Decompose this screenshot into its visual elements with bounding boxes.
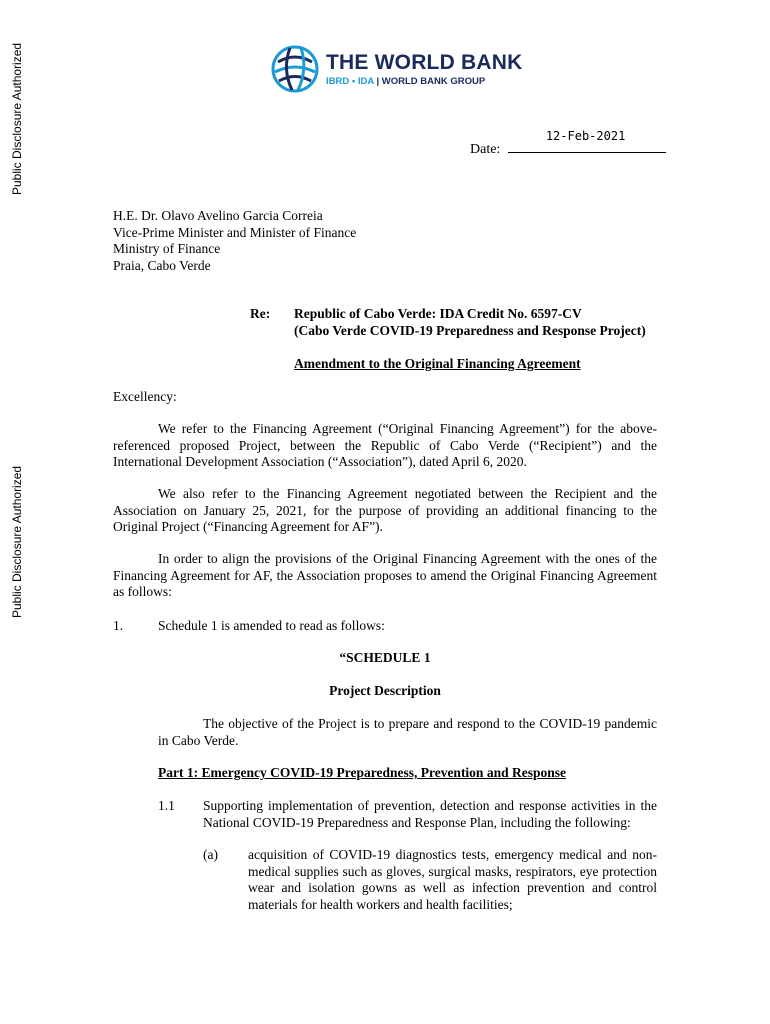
logo-title: THE WORLD BANK <box>326 50 523 74</box>
date-value: 12-Feb-2021 <box>545 129 626 143</box>
paragraph-1: We refer to the Financing Agreement (“Original Financing Agreement”) for the above-referenced proposed Project, between the Republic of Cabo Verde (“Recipient”) and the International Development Association (“Association”), dated April 6, 2020. <box>113 421 657 469</box>
paragraph-2: We also refer to the Financing Agreement negotiated between the Recipient and the Association on January 25, 2021, for the purpose of providing an additional financing to the Original Project (“Financing Agreement for AF”). <box>113 486 657 534</box>
addressee-block <box>113 208 613 274</box>
addressee-title: Vice-Prime Minister and Minister of Finance <box>113 224 357 240</box>
re-line1: Republic of Cabo Verde: IDA Credit No. 6597-CV <box>294 306 582 321</box>
item-1-text: Schedule 1 is amended to read as follows: <box>158 618 385 633</box>
re-label: Re: <box>250 306 271 321</box>
date-underline <box>508 129 666 153</box>
part-1-heading: Part 1: Emergency COVID-19 Preparedness, Prevention and Response <box>158 765 566 780</box>
globe-icon <box>270 44 320 94</box>
sub-item-a-text: acquisition of COVID-19 diagnostics tests, emergency medical and non-medical supplies such as gloves, surgical masks, respirators, eye protection wear and isolation gowns as well as infection prevention and control materials for health workers and health facilities; <box>248 847 657 912</box>
salutation: Excellency: <box>113 389 177 404</box>
logo-group: | WORLD BANK GROUP <box>376 75 486 87</box>
addressee-name: H.E. Dr. Olavo Avelino Garcia Correia <box>113 208 323 223</box>
addressee-ministry: Ministry of Finance <box>113 241 221 256</box>
world-bank-logo <box>270 44 522 94</box>
re-line2: (Cabo Verde COVID-19 Preparedness and Response Project) <box>294 322 646 338</box>
re-subject <box>294 306 664 339</box>
addressee-city: Praia, Cabo Verde <box>113 257 211 273</box>
section-1-1-number: 1.1 <box>158 798 175 813</box>
side-disclosure-label-middle: Public Disclosure Authorized <box>10 465 24 618</box>
project-description-heading: Project Description <box>329 683 441 698</box>
logo-subtitle <box>326 76 522 87</box>
paragraph-3: In order to align the provisions of the Original Financing Agreement with the ones of the Financing Agreement for AF, the Association proposes to amend the Original Financing Agreement as follows: <box>113 551 657 599</box>
side-disclosure-label-top: Public Disclosure Authorized <box>10 42 24 195</box>
schedule-title: “SCHEDULE 1 <box>339 650 431 665</box>
date-label: Date: <box>470 142 501 157</box>
amendment-subject: Amendment to the Original Financing Agreement <box>294 356 581 371</box>
sub-item-a-number: (a) <box>203 847 218 862</box>
item-1-number: 1. <box>113 618 124 633</box>
objective-paragraph: The objective of the Project is to prepare and respond to the COVID-19 pandemic in Cabo Verde. <box>158 716 657 748</box>
date-field <box>470 129 666 158</box>
logo-ibrd-ida: IBRD • IDA <box>326 75 374 87</box>
section-1-1-text: Supporting implementation of prevention, detection and response activities in the National COVID-19 Preparedness and Response Plan, including the following: <box>203 798 657 830</box>
